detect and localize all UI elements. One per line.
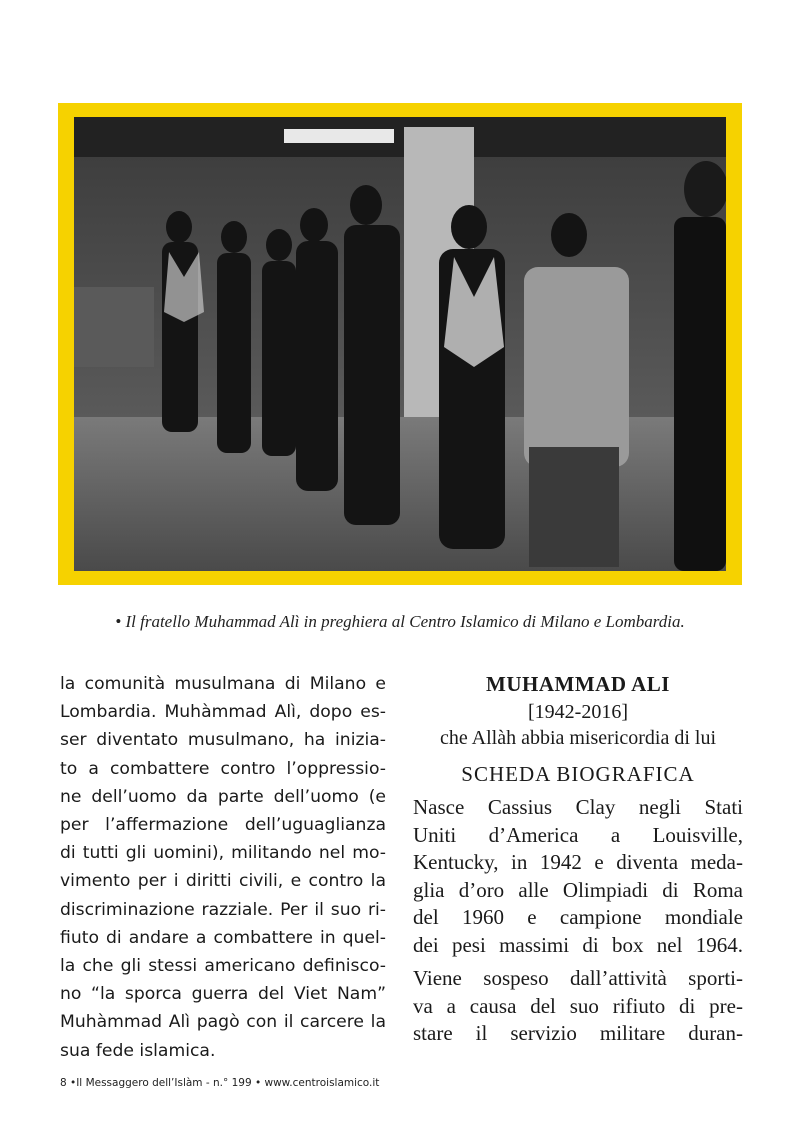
text-line: sua fede islamica. <box>60 1040 216 1061</box>
bio-line: stare il servizio militare duran- <box>413 1021 743 1045</box>
text-line: Muhàmmad Alì pagò con il carcere la <box>60 1012 386 1033</box>
bio-years: [1942-2016] <box>528 701 628 723</box>
bio-line: glia d’oro alle Olimpiadi di Roma <box>413 877 743 902</box>
bio-prayer: che Allàh abbia misericordia di lui <box>439 727 717 749</box>
group-prayer-photo <box>74 117 726 571</box>
text-line: ne dell’uomo da parte dell’uomo (e <box>60 786 386 807</box>
photo-frame <box>58 103 742 585</box>
bio-box <box>413 670 743 1048</box>
bio-paragraph-1 <box>413 794 743 959</box>
bio-line: Kentucky, in 1942 e diventa meda- <box>413 850 743 874</box>
text-line: to a combattere contro l’oppressio- <box>60 758 386 779</box>
bio-line: dei pesi massimi di box nel 1964. <box>413 932 743 957</box>
text-line: no “la sporca guerra del Viet Nam” <box>60 984 386 1005</box>
bio-heading: SCHEDA BIOGRAFICA <box>461 762 695 786</box>
photo-caption: • Il fratello Muhammad Alì in preghiera al Centro Islamico di Milano e Lombardia. <box>115 612 685 631</box>
bio-paragraph-2 <box>413 965 743 1048</box>
bio-line: Nasce Cassius Clay negli Stati <box>413 795 743 819</box>
text-line: vimento per i diritti civili, e contro la <box>60 871 386 892</box>
bio-line: Uniti d’America a Louisville, <box>413 822 743 847</box>
text-line: di tutti gli uomini), militando nel mo- <box>60 843 386 864</box>
page-footer: 8 •Il Messaggero dell’Islàm - n.° 199 • www.centroislamico.it <box>60 1077 380 1089</box>
bio-line: del 1960 e campione mondiale <box>413 905 743 929</box>
bio-name: MUHAMMAD ALI <box>486 672 670 696</box>
text-line: fiuto di andare a combattere in quel- <box>60 927 386 948</box>
text-line: la che gli stessi americano definisco- <box>60 956 386 977</box>
text-line: discriminazione razziale. Per il suo ri- <box>60 899 386 920</box>
bio-line: Viene sospeso dall’attività sporti- <box>413 966 743 990</box>
text-line: Lombardia. Muhàmmad Alì, dopo es- <box>60 702 386 723</box>
bio-line: va a causa del suo rifiuto di pre- <box>413 993 743 1018</box>
text-line: la comunità musulmana di Milano e <box>60 674 386 694</box>
text-line: per l’affermazione dell’uguaglianza <box>60 815 386 836</box>
article-text-column <box>60 670 386 1065</box>
text-line: ser diventato musulmano, ha inizia- <box>60 730 386 751</box>
